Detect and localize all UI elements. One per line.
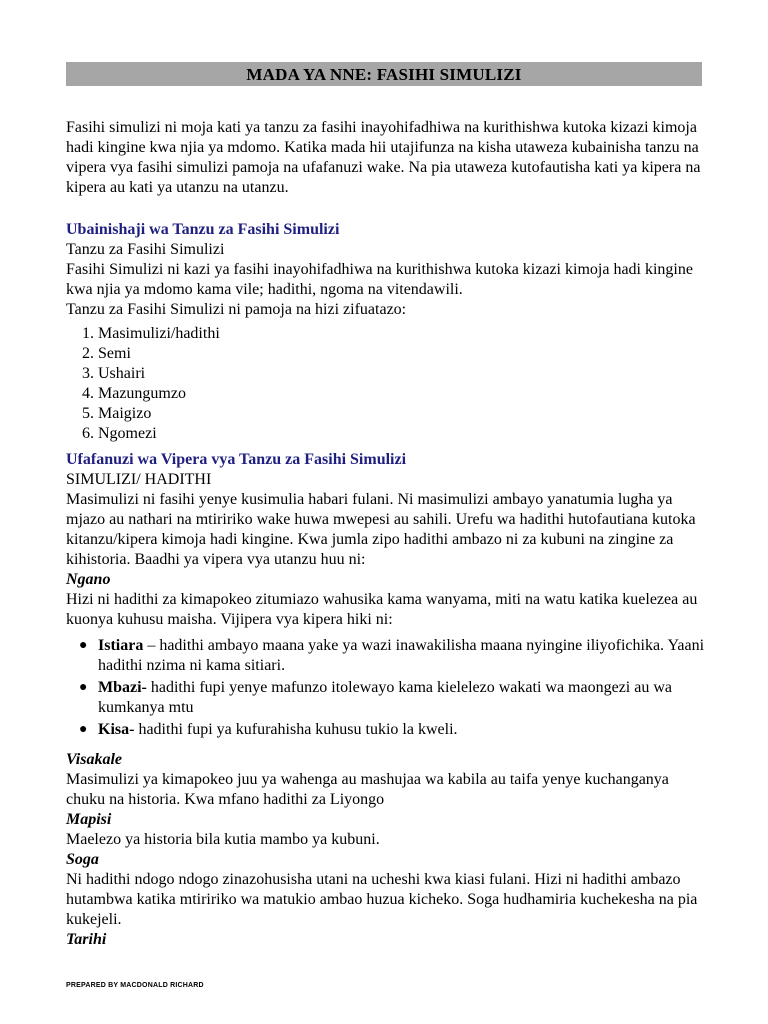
list-item — [79, 678, 706, 718]
bullet-icon: ● — [79, 722, 88, 737]
list-intro: Tanzu za Fasihi Simulizi ni pamoja na hizi zifuatazo: — [66, 301, 407, 318]
bullet-icon: ● — [79, 638, 88, 653]
list-item: 2. Semi — [98, 344, 706, 364]
bullet-text: – hadithi ambayo maana yake ya wazi inawakilisha maana nyingine iliyofichika. Yaani hadithi nzima ni kama sitiari. — [98, 637, 705, 674]
bullet-term: Mbazi- — [98, 679, 147, 696]
paragraph-soga: Ni hadithi ndogo ndogo zinazohusisha utani na ucheshi kwa kiasi fulani. Hizi ni hadithi ambazo hutambwa katika mtiririko wa matukio ambao huzua kicheko. Soga hudhamiria kuchekesha na pia kukejeli. — [66, 871, 698, 928]
paragraph-ngano: Hizi ni hadithi za kimapokeo zitumiazo wahusika kama wanyama, miti na watu katika kuelezea au kuonya kuhusu maisha. Vijipera vya kipera hiki ni: — [66, 591, 698, 628]
bullet-text: hadithi fupi yenye mafunzo itolewayo kama kielelezo wakati wa maongezi au wa kumkanya mtu — [98, 679, 673, 716]
bullet-term: Kisa- — [98, 721, 135, 738]
tanzu-list — [66, 324, 706, 444]
subhead-visakale: Visakale — [66, 751, 123, 768]
bullet-icon: ● — [79, 680, 88, 695]
paragraph-mapisi: Maelezo ya historia bila kutia mambo ya kubuni. — [66, 831, 380, 848]
list-item — [79, 636, 706, 676]
subheading-simulizi: SIMULIZI/ HADITHI — [66, 471, 212, 488]
paragraph-visakale: Masimulizi ya kimapokeo juu ya wahenga au mashujaa wa kabila au taifa yenye kuchanganya chuku na historia. Kwa mfano hadithi za Liyongo — [66, 771, 669, 808]
bullet-term: Istiara — [98, 637, 144, 654]
list-item: 5. Maigizo — [98, 404, 706, 424]
subhead-tarihi: Tarihi — [66, 931, 107, 948]
list-item — [79, 720, 706, 740]
subhead-soga: Soga — [66, 851, 99, 868]
subheading-tanzu: Tanzu za Fasihi Simulizi — [66, 241, 225, 258]
paragraph-fasihi-simulizi: Fasihi Simulizi ni kazi ya fasihi inayohifadhiwa na kurithishwa kutoka kizazi kimoja hadi kingine kwa njia ya mdomo kama vile; hadithi, ngoma na vitendawili. — [66, 261, 693, 298]
intro-paragraph: Fasihi simulizi ni moja kati ya tanzu za fasihi inayohifadhiwa na kurithishwa kutoka kizazi kimoja hadi kingine kwa njia ya mdomo. Katika mada hii utajifunza na kisha utaweza kubainisha tanzu na vipera vya fasihi simulizi pamoja na ufafanuzi wake. Na pia utaweza kutofautisha kati ya kipera na kipera au kati ya utanzu na utanzu. — [66, 119, 701, 196]
paragraph-masimulizi: Masimulizi ni fasihi yenye kusimulia habari fulani. Ni masimulizi ambayo yanatumia lugha ya mjazo au nathari na mtiririko wake huwa mwepesi au sahili. Urefu wa hadithi hutofautiana kutoka kitanzu/kipera kimoja hadi kingine. Kwa jumla zipo hadithi ambazo ni za kubuni na zingine za kihistoria. Baadhi ya vipera vya utanzu huu ni: — [66, 491, 696, 568]
subhead-mapisi: Mapisi — [66, 811, 112, 828]
document-title: MADA YA NNE: FASIHI SIMULIZI — [66, 62, 702, 86]
list-item: 1. Masimulizi/hadithi — [98, 324, 706, 344]
ngano-bullets — [66, 636, 706, 740]
list-item: 4. Mazungumzo — [98, 384, 706, 404]
subhead-ngano: Ngano — [66, 571, 111, 588]
bullet-text: hadithi fupi ya kufurahisha kuhusu tukio la kweli. — [134, 721, 458, 738]
list-item: 6. Ngomezi — [98, 424, 706, 444]
document-body — [66, 118, 706, 950]
section-heading-ufafanuzi: Ufafanuzi wa Vipera vya Tanzu za Fasihi Simulizi — [66, 451, 407, 468]
section-heading-ubainishaji: Ubainishaji wa Tanzu za Fasihi Simulizi — [66, 221, 340, 238]
footer-credit: PREPARED BY MACDONALD RICHARD — [66, 982, 204, 989]
list-item: 3. Ushairi — [98, 364, 706, 384]
